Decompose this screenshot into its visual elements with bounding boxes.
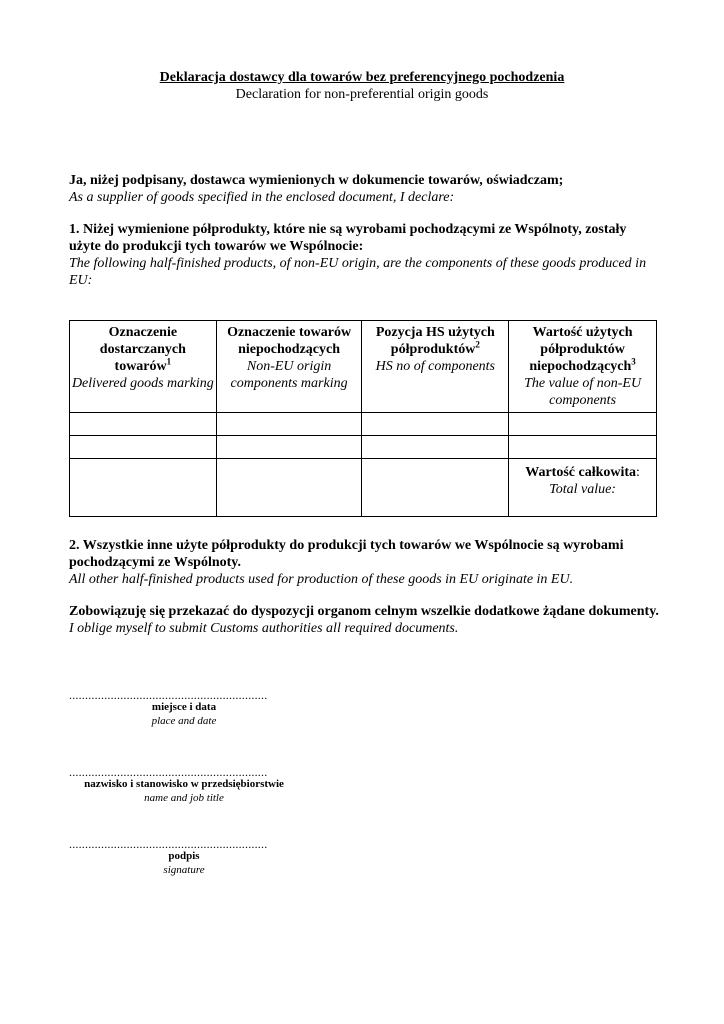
table-cell[interactable] [70, 413, 217, 436]
header-hs-number-english: HS no of components [375, 359, 496, 374]
signature-line: .............................................................. [69, 839, 268, 849]
section-1-polish: 1. Niżej wymienione półprodukty, które nie są wyrobami pochodzącymi ze Wspólnoty, zostały użyte do produkcji tych towarów we Wspólnocie: [69, 222, 627, 254]
header-component-value-english: The value of non-EU components [524, 376, 642, 408]
obligation-statement [69, 603, 659, 637]
table-cell[interactable] [362, 459, 509, 517]
section-1 [69, 221, 659, 289]
place-date-label-english: place and date [151, 715, 217, 727]
table-cell[interactable] [216, 436, 362, 459]
header-hs-number [362, 321, 509, 413]
table-cell[interactable] [216, 459, 362, 517]
obligation-english: I oblige myself to submit Customs authorities all required documents. [69, 621, 459, 636]
table-cell[interactable] [509, 436, 657, 459]
total-value-english: Total value: [549, 482, 616, 497]
table-row [70, 413, 657, 436]
signature-label-english: signature [163, 864, 205, 876]
title-english: Declaration for non-preferential origin goods [235, 87, 489, 102]
header-hs-number-polish: Pozycja HS użytych półproduktów [375, 325, 495, 357]
name-title-label-english: name and job title [144, 792, 224, 804]
place-date-line: .............................................................. [69, 690, 268, 700]
signature-field[interactable] [69, 839, 299, 877]
intro-polish: Ja, niżej podpisany, dostawca wymienionych w dokumencie towarów, oświadczam; [69, 173, 564, 188]
header-non-eu-marking-polish: Oznaczenie towarów niepochodzących [227, 325, 352, 357]
footnote-3: 3 [631, 356, 636, 367]
table-header-row [70, 321, 657, 413]
signature-label: podpis [168, 850, 200, 862]
table-cell[interactable] [509, 413, 657, 436]
footnote-1: 1 [166, 356, 172, 367]
obligation-polish: Zobowiązuję się przekazać do dyspozycji organom celnym wszelkie dodatkowe żądane dokumenty. [69, 604, 659, 619]
section-2-english: All other half-finished products used for production of these goods in EU originate in EU. [69, 572, 574, 587]
header-delivered-goods [70, 321, 217, 413]
table-row [70, 436, 657, 459]
table-cell[interactable] [362, 436, 509, 459]
title-polish: Deklaracja dostawcy dla towarów bez preferencyjnego pochodzenia [159, 70, 565, 85]
name-title-line: .............................................................. [69, 767, 268, 777]
table-cell[interactable] [362, 413, 509, 436]
header-component-value-polish: Wartość użytych półproduktów niepochodzących [529, 325, 633, 374]
name-title-field[interactable] [69, 767, 299, 805]
place-date-field[interactable] [69, 690, 299, 728]
document-title [0, 69, 724, 103]
name-title-label: nazwisko i stanowisko w przedsiębiorstwie [84, 778, 284, 790]
total-value-polish: Wartość całkowita [525, 465, 637, 480]
table-cell[interactable] [70, 436, 217, 459]
footnote-2: 2 [475, 339, 480, 350]
table-cell[interactable] [216, 413, 362, 436]
intro-statement [69, 172, 659, 206]
intro-english: As a supplier of goods specified in the enclosed document, I declare: [69, 190, 455, 205]
section-2 [69, 537, 659, 588]
header-non-eu-marking [216, 321, 362, 413]
header-component-value [509, 321, 657, 413]
header-delivered-goods-polish: Oznaczenie dostarczanych towarów [99, 325, 186, 374]
table-total-row [70, 459, 657, 517]
components-table [69, 320, 657, 517]
section-1-english: The following half-finished products, of non-EU origin, are the components of these goods produced in EU: [69, 256, 647, 288]
table-cell[interactable] [70, 459, 217, 517]
section-2-polish: 2. Wszystkie inne użyte półprodukty do produkcji tych towarów we Wspólnocie są wyrobami pochodzącymi ze Wspólnoty. [69, 538, 624, 570]
header-delivered-goods-english: Delivered goods marking [71, 376, 214, 391]
place-date-label: miejsce i data [151, 701, 217, 713]
total-value-cell: Wartość całkowita: Total value: [509, 459, 657, 517]
header-non-eu-marking-english: Non-EU origin components marking [230, 359, 348, 391]
